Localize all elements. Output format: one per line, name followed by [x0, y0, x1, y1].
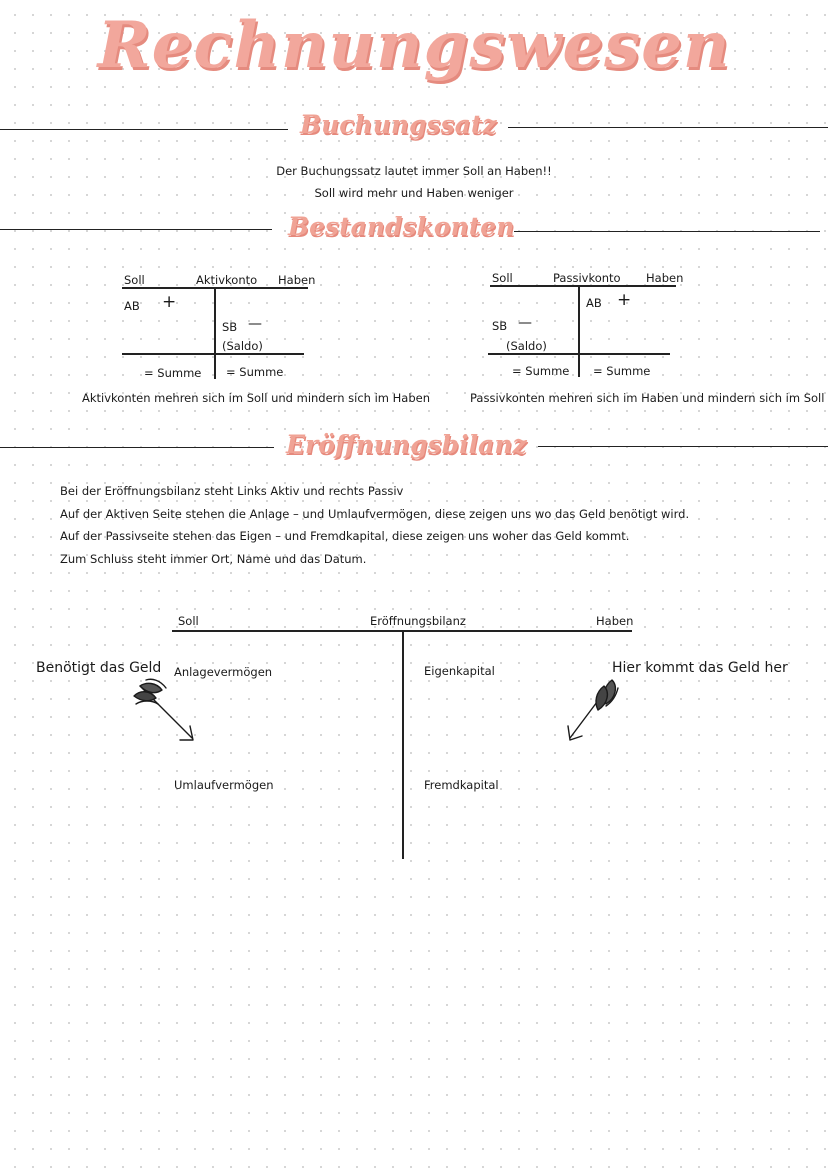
aktiv-haben-label: Haben	[278, 273, 316, 287]
passiv-account-name: Passivkonto	[553, 271, 621, 285]
divider	[0, 129, 288, 130]
aktiv-sum-left: = Summe	[144, 366, 202, 380]
bilanz-left-item: Anlagevermögen	[174, 665, 273, 679]
aktiv-saldo-label: (Saldo)	[222, 339, 263, 353]
divider	[538, 446, 828, 447]
passiv-caption: Passivkonten mehren sich im Haben und mindern sich im Soll	[470, 391, 825, 405]
passiv-bottom-line	[488, 353, 670, 355]
passiv-soll-label: Soll	[492, 271, 513, 285]
passiv-vertical-line	[578, 285, 580, 377]
passiv-saldo-label: (Saldo)	[506, 339, 547, 353]
aktiv-soll-label: Soll	[124, 273, 145, 287]
bilanz-title: Eröffnungsbilanz	[370, 614, 466, 628]
note-left: Benötigt das Geld	[36, 660, 162, 676]
bilanz-haben-label: Haben	[596, 614, 634, 628]
paragraph-line: Auf der Passivseite stehen das Eigen – und Fremdkapital, diese zeigen uns woher das Geld kommt.	[60, 529, 630, 543]
paragraph-line: Zum Schluss steht immer Ort, Name und das Datum.	[60, 551, 367, 566]
passiv-top-line	[490, 285, 676, 287]
bilanz-right-item: Eigenkapital	[424, 664, 495, 678]
minus-icon: —	[518, 315, 532, 331]
aktiv-account-name: Aktivkonto	[196, 273, 258, 287]
plus-icon: +	[617, 290, 632, 310]
feather-arrow-left-icon	[128, 676, 200, 746]
feather-arrow-right-icon	[560, 674, 624, 744]
divider	[0, 447, 274, 448]
eroeffnungsbilanz-description	[60, 484, 689, 574]
divider	[508, 127, 828, 128]
buchungssatz-line-2: Soll wird mehr und Haben weniger	[314, 186, 514, 200]
aktiv-caption: Aktivkonten mehren sich im Soll und mindern sich im Haben	[82, 391, 431, 405]
section-heading-bestandskonten: Bestandskonten	[288, 212, 515, 241]
paragraph-line: Auf der Aktiven Seite stehen die Anlage – und Umlaufvermögen, diese zeigen uns wo das Geld benötigt wird.	[60, 506, 690, 521]
aktiv-sb-label: SB	[222, 320, 238, 334]
passiv-ab-label: AB	[586, 296, 602, 310]
passiv-sum-left: = Summe	[512, 364, 570, 378]
buchungssatz-line-1: Der Buchungssatz lautet immer Soll an Haben!!	[276, 164, 552, 178]
note-right: Hier kommt das Geld her	[612, 660, 788, 676]
passiv-sum-right: = Summe	[593, 364, 651, 378]
passiv-haben-label: Haben	[646, 271, 684, 285]
plus-icon: +	[162, 292, 177, 312]
divider	[514, 231, 820, 232]
minus-icon: —	[248, 316, 262, 332]
aktiv-vertical-line	[214, 287, 216, 379]
paragraph-line: Bei der Eröffnungsbilanz steht Links Aktiv und rechts Passiv	[60, 484, 404, 498]
page-title: Rechnungswesen	[97, 8, 731, 83]
bilanz-soll-label: Soll	[178, 614, 199, 628]
aktiv-bottom-line	[122, 353, 304, 355]
passiv-sb-label: SB	[492, 319, 508, 333]
aktiv-ab-label: AB	[124, 299, 140, 313]
section-heading-buchungssatz: Buchungssatz	[300, 110, 497, 139]
section-heading-eroeffnungsbilanz: Eröffnungsbilanz	[286, 430, 527, 459]
bilanz-left-item: Umlaufvermögen	[174, 778, 274, 792]
bilanz-vertical-line	[402, 630, 404, 859]
divider	[0, 229, 272, 230]
aktiv-sum-right: = Summe	[226, 365, 284, 379]
bilanz-right-item: Fremdkapital	[424, 778, 499, 792]
